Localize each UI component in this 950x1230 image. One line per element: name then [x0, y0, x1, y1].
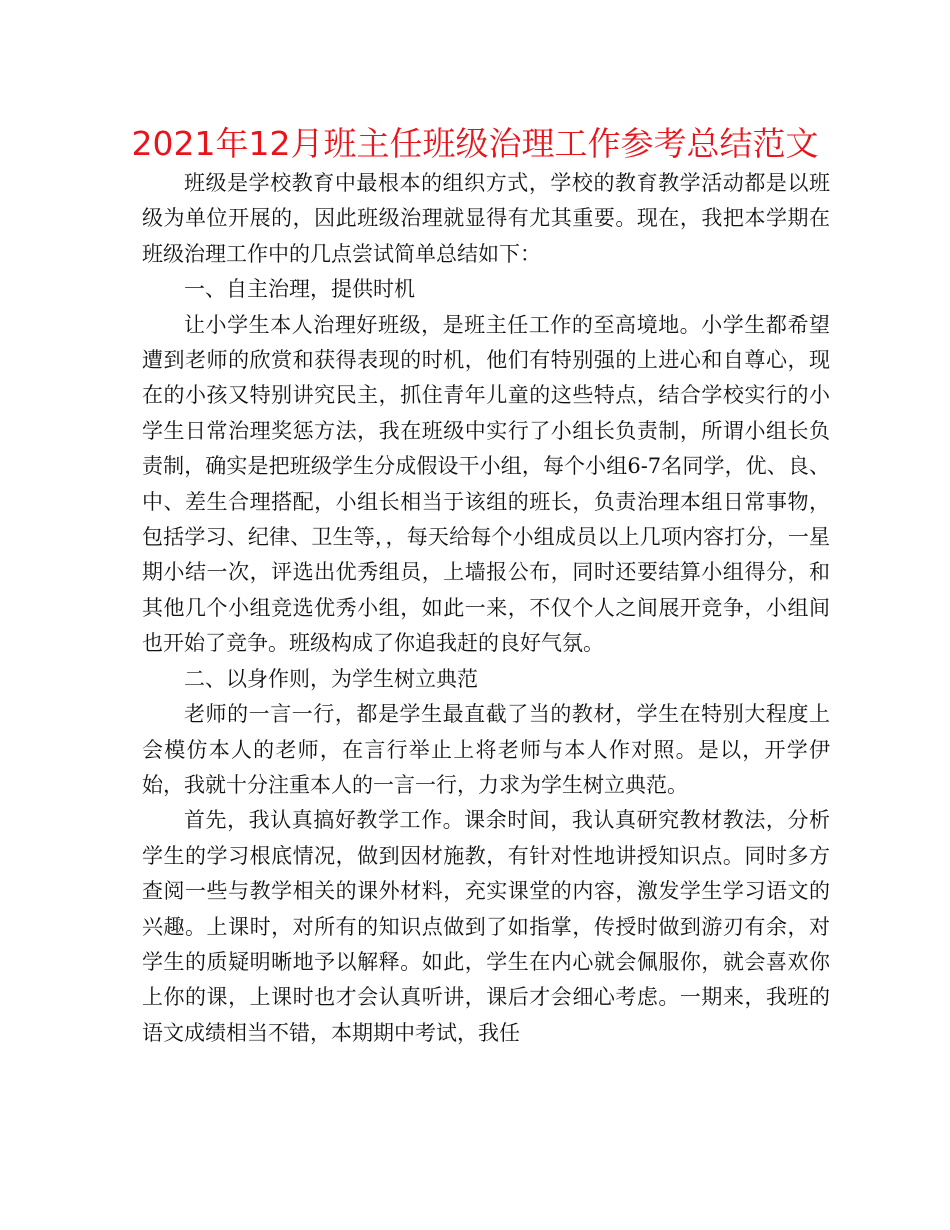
- paragraph-section-1: 让小学生本人治理好班级，是班主任工作的至高境地。小学生都希望遭到老师的欣赏和获得表现的时机，他们有特别强的上进心和自尊心，现在的小孩又特别讲究民主，抓住青年儿童的这些特点，结合学校实行的小学生日常治理奖惩方法，我在班级中实行了小组长负责制，所谓小组长负责制，确实是把班级学生分成假设干小组，每个小组6-7名同学，优、良、中、差生合理搭配，小组长相当于该组的班长，负责治理本组日常事物，包括学习、纪律、卫生等，，每天给每个小组成员以上几项内容打分，一星期小结一次，评选出优秀组员，上墙报公布，同时还要结算小组得分，和其他几个小组竞选优秀小组，如此一来，不仅个人之间展开竞争，小组间也开始了竞争。班级构成了你追我赶的良好气氛。: [142, 312, 830, 656]
- document-body: [142, 166, 830, 1051]
- paragraph-intro: 班级是学校教育中最根本的组织方式，学校的教育教学活动都是以班级为单位开展的，因此班级治理就显得有尤其重要。现在，我把本学期在班级治理工作中的几点尝试简单总结如下：: [142, 171, 830, 266]
- paragraph-section-2: 老师的一言一行，都是学生最直截了当的教材，学生在特别大程度上会模仿本人的老师，在言行举止上将老师与本人作对照。是以，开学伊始，我就十分注重本人的一言一行，力求为学生树立典范。: [142, 702, 830, 797]
- section-heading-1: 一、自主治理，提供时机: [184, 277, 415, 302]
- paragraph-teaching: 首先，我认真搞好教学工作。课余时间，我认真研究教材教法，分析学生的学习根底情况，做到因材施教，有针对性地讲授知识点。同时多方查阅一些与教学相关的课外材料，充实课堂的内容，激发学生学习语文的兴趣。上课时，对所有的知识点做到了如指掌，传授时做到游刃有余，对学生的质疑明晰地予以解释。如此，学生在内心就会佩服你，就会喜欢你上你的课，上课时也才会认真听讲，课后才会细心考虑。一期来，我班的语文成绩相当不错，本期期中考试，我任: [142, 808, 830, 1045]
- section-heading-2: 二、以身作则，为学生树立典范: [184, 666, 478, 691]
- document-title: 2021年12月班主任班级治理工作参考总结范文: [131, 124, 819, 163]
